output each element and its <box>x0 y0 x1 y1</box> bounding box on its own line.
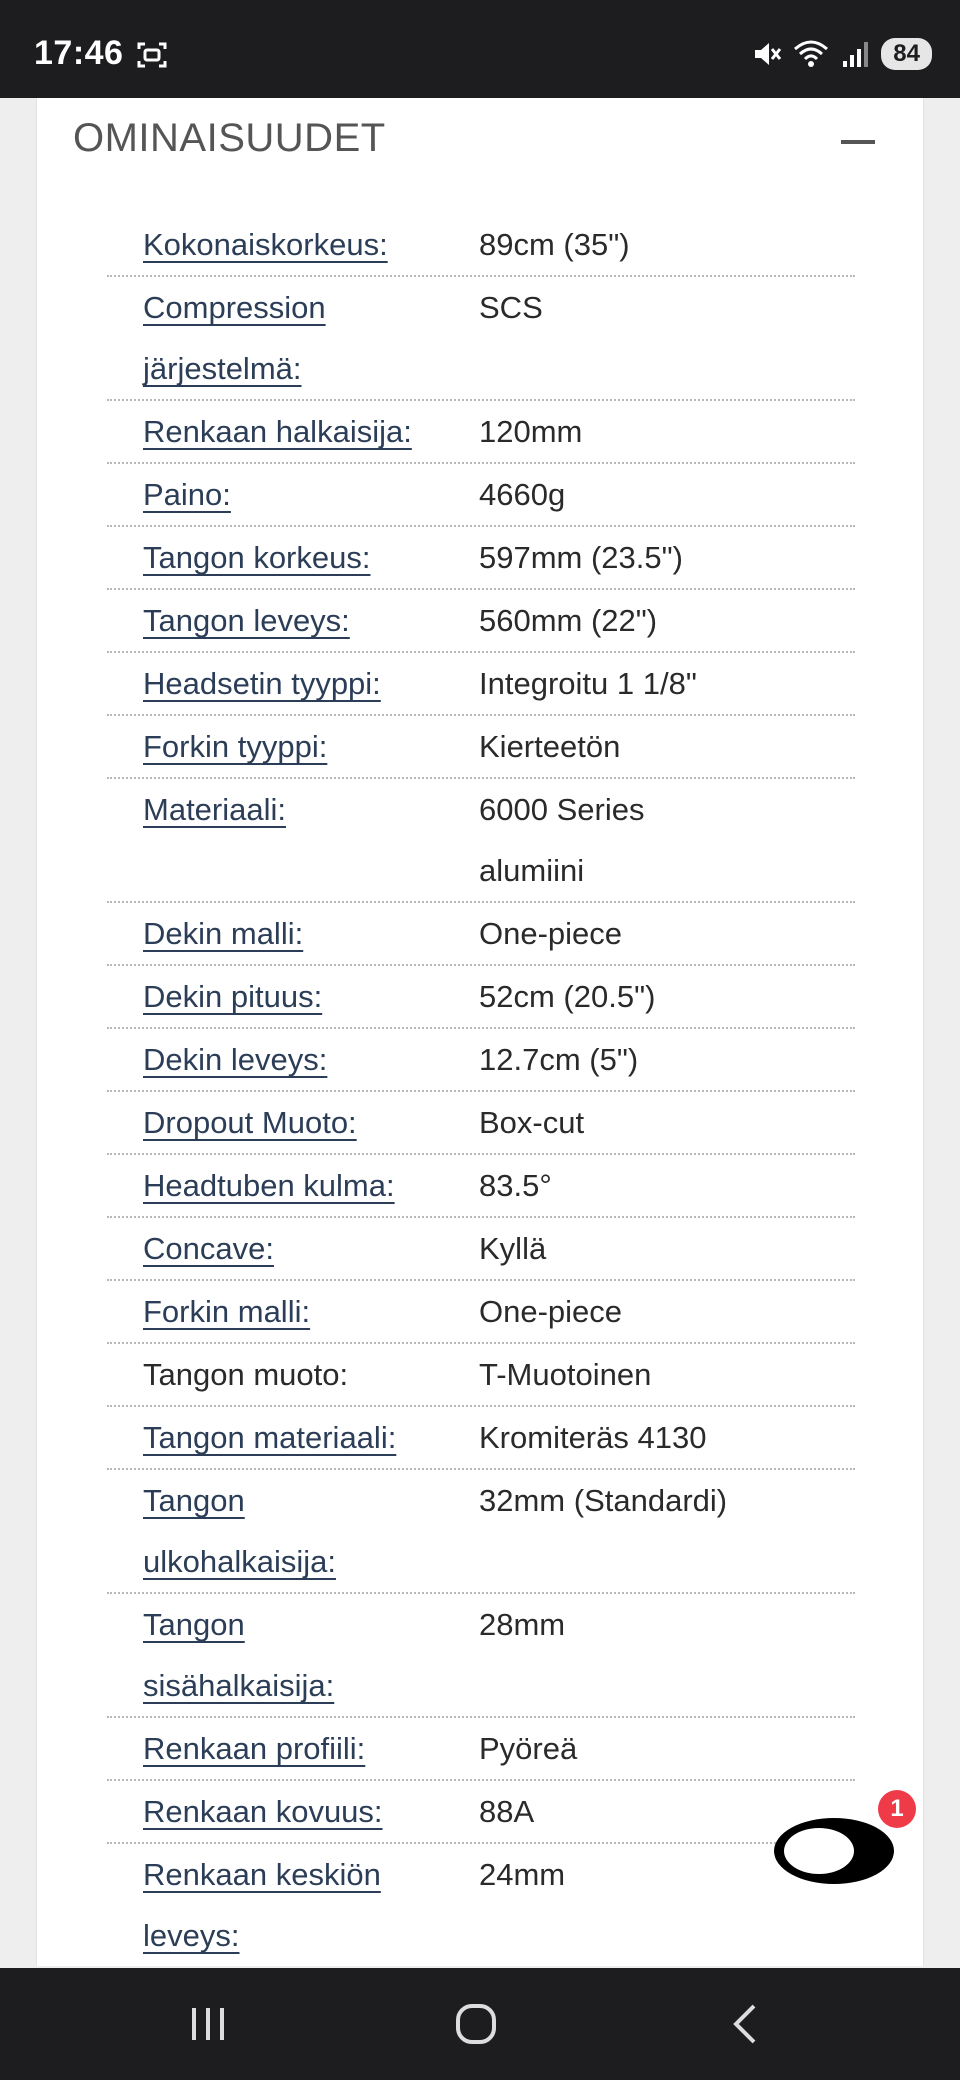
spec-label-link[interactable]: Dekin malli: <box>143 916 304 951</box>
chat-badge: 1 <box>878 1790 916 1828</box>
spec-row <box>107 966 855 1029</box>
spec-value: 120mm <box>479 414 583 449</box>
spec-value: One-piece <box>479 1294 623 1329</box>
spec-label-link[interactable]: Materiaali: <box>143 792 286 827</box>
spec-row <box>107 1029 855 1092</box>
features-section <box>36 98 924 1966</box>
spec-row <box>107 1155 855 1218</box>
spec-value: Kierteetön <box>479 729 621 764</box>
back-icon[interactable] <box>716 1998 776 2050</box>
spec-label-cell <box>107 1781 479 1842</box>
spec-label-cell <box>107 1594 479 1716</box>
spec-row <box>107 1092 855 1155</box>
spec-row <box>107 1218 855 1281</box>
spec-value: Kyllä <box>479 1231 547 1266</box>
spec-row <box>107 214 855 277</box>
spec-label-cell <box>107 966 479 1027</box>
battery-indicator: 84 <box>881 38 932 70</box>
spec-label-link[interactable]: Renkaan kovuus: <box>143 1794 383 1829</box>
spec-value: Pyöreä <box>479 1731 578 1766</box>
spec-label-link[interactable]: Renkaan keskiön leveys: <box>143 1857 381 1953</box>
spec-label-link[interactable]: Concave: <box>143 1231 274 1266</box>
spec-row <box>107 779 855 903</box>
spec-label-link[interactable]: Tangon sisähalkaisija: <box>143 1607 335 1703</box>
spec-row <box>107 1781 855 1844</box>
spec-value: 597mm (23.5") <box>479 540 683 575</box>
spec-label-cell <box>107 779 479 901</box>
spec-label-link[interactable]: Forkin malli: <box>143 1294 311 1329</box>
spec-label-cell <box>107 1281 479 1342</box>
spec-row <box>107 401 855 464</box>
spec-label-link[interactable]: Dekin pituus: <box>143 979 323 1014</box>
spec-value: T-Muotoinen <box>479 1357 652 1392</box>
spec-label-cell <box>107 1470 479 1592</box>
spec-label-link[interactable]: Paino: <box>143 477 231 512</box>
spec-label-link[interactable]: Tangon materiaali: <box>143 1420 397 1455</box>
spec-row <box>107 1281 855 1344</box>
mute-icon <box>751 39 783 69</box>
spec-value: One-piece <box>479 916 623 951</box>
spec-label-cell <box>107 1407 479 1468</box>
spec-label-link[interactable]: Headsetin tyyppi: <box>143 666 381 701</box>
spec-label-link[interactable]: Renkaan profiili: <box>143 1731 366 1766</box>
spec-row <box>107 1470 855 1594</box>
spec-label-cell <box>107 277 479 399</box>
spec-row <box>107 1844 855 1966</box>
spec-label-cell <box>107 214 479 275</box>
spec-label-cell <box>107 1218 479 1279</box>
spec-value: 88A <box>479 1794 535 1829</box>
spec-label-cell <box>107 1844 479 1966</box>
spec-value: 28mm <box>479 1607 566 1642</box>
chat-button[interactable] <box>774 1818 894 1884</box>
spec-label-cell <box>107 1718 479 1779</box>
spec-label-cell <box>107 1029 479 1090</box>
section-title: OMINAISUUDET <box>73 116 386 160</box>
status-icons <box>751 38 932 70</box>
spec-label: Tangon muoto: <box>143 1357 349 1392</box>
spec-label-link[interactable]: Dekin leveys: <box>143 1042 328 1077</box>
home-icon[interactable] <box>446 1998 506 2050</box>
spec-value: 24mm <box>479 1857 566 1892</box>
spec-row <box>107 1344 855 1407</box>
spec-value: 89cm (35") <box>479 227 630 262</box>
spec-row <box>107 590 855 653</box>
spec-label-cell <box>107 401 479 462</box>
spec-value: 52cm (20.5") <box>479 979 656 1014</box>
spec-label-link[interactable]: Dropout Muoto: <box>143 1105 357 1140</box>
spec-label-cell <box>107 903 479 964</box>
screenshot-icon <box>136 40 168 70</box>
spec-label-link[interactable]: Kokonaiskorkeus: <box>143 227 388 262</box>
spec-label-link[interactable]: Tangon korkeus: <box>143 540 371 575</box>
spec-value: Box-cut <box>479 1105 585 1140</box>
spec-value: 6000 Series alumiini <box>479 792 645 888</box>
spec-value: 12.7cm (5") <box>479 1042 639 1077</box>
spec-label-cell <box>107 464 479 525</box>
spec-label-cell <box>107 716 479 777</box>
spec-label-cell <box>107 1155 479 1216</box>
spec-value: Integroitu 1 1/8" <box>479 666 697 701</box>
status-bar <box>0 0 960 98</box>
spec-value: 32mm (Standardi) <box>479 1483 728 1518</box>
spec-label-cell <box>107 590 479 651</box>
spec-label-cell <box>107 653 479 714</box>
spec-label-link[interactable]: Renkaan halkaisija: <box>143 414 412 449</box>
spec-row <box>107 527 855 590</box>
spec-value: 4660g <box>479 477 566 512</box>
navigation-bar <box>0 1968 960 2080</box>
spec-label-cell <box>107 527 479 588</box>
spec-label-cell <box>107 1344 479 1405</box>
spec-row <box>107 277 855 401</box>
spec-row <box>107 716 855 779</box>
spec-row <box>107 464 855 527</box>
recent-apps-icon[interactable] <box>178 1998 238 2050</box>
signal-icon <box>841 39 871 69</box>
spec-row <box>107 1718 855 1781</box>
spec-label-cell <box>107 1092 479 1153</box>
spec-row <box>107 1594 855 1718</box>
spec-value: 83.5° <box>479 1168 552 1203</box>
spec-label-link[interactable]: Headtuben kulma: <box>143 1168 395 1203</box>
collapse-icon[interactable] <box>841 140 875 144</box>
spec-value: SCS <box>479 290 543 325</box>
specs-table <box>107 214 855 1966</box>
spec-row <box>107 1407 855 1470</box>
spec-value: 560mm (22") <box>479 603 658 638</box>
wifi-icon <box>793 39 831 69</box>
spec-value: Kromiteräs 4130 <box>479 1420 707 1455</box>
spec-label-link[interactable]: Tangon ulkohalkaisija: <box>143 1483 336 1579</box>
spec-label-link[interactable]: Forkin tyyppi: <box>143 729 328 764</box>
spec-label-link[interactable]: Compression järjestelmä: <box>143 290 326 386</box>
spec-row <box>107 903 855 966</box>
spec-label-link[interactable]: Tangon leveys: <box>143 603 350 638</box>
spec-row <box>107 653 855 716</box>
status-time: 17:46 <box>34 34 124 72</box>
